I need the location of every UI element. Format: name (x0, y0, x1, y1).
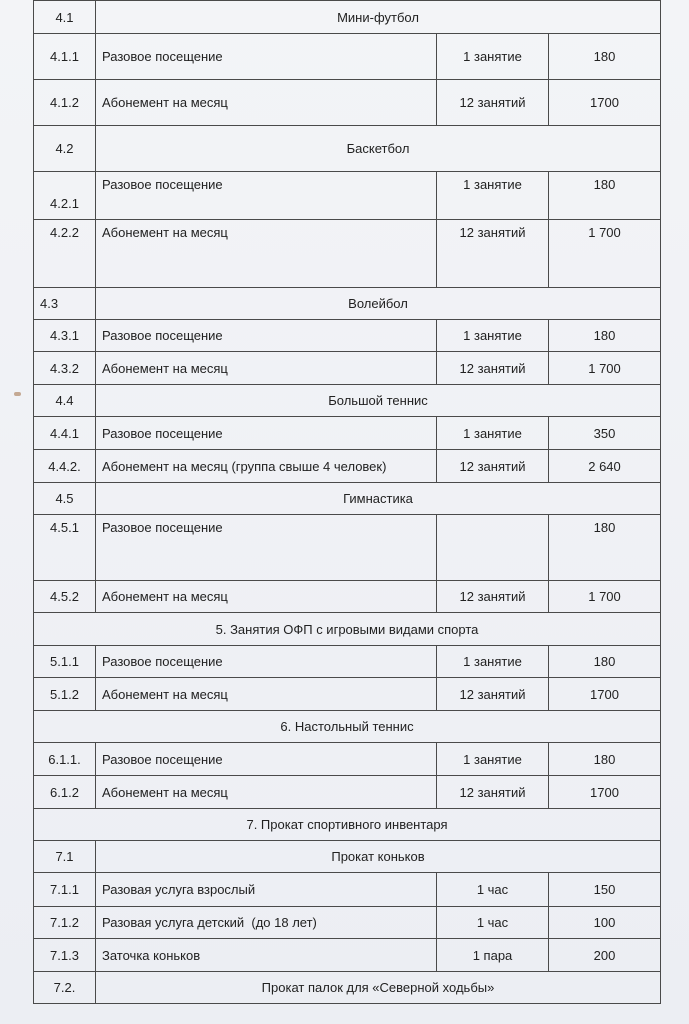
section-row (34, 288, 661, 320)
service-price: 350 (549, 417, 661, 450)
service-unit: 1 занятие (437, 34, 549, 80)
table-row (34, 646, 661, 678)
section-row (34, 126, 661, 172)
row-number: 4.1 (34, 1, 96, 34)
service-name: Разовая услуга детский (до 18 лет) (96, 907, 437, 939)
row-number: 6.1.1. (34, 743, 96, 776)
service-price: 1 700 (549, 352, 661, 385)
category-heading: 5. Занятия ОФП с игровыми видами спорта (34, 613, 661, 646)
category-heading: 6. Настольный теннис (34, 711, 661, 743)
service-name: Разовое посещение (96, 646, 437, 678)
table-row (34, 939, 661, 972)
service-price: 1 700 (549, 220, 661, 288)
service-price: 1700 (549, 80, 661, 126)
heading-row (34, 809, 661, 841)
service-price: 180 (549, 646, 661, 678)
paper-stain (14, 392, 21, 396)
service-unit: 12 занятий (437, 678, 549, 711)
row-number: 4.2 (34, 126, 96, 172)
row-number: 4.5.2 (34, 581, 96, 613)
service-unit: 12 занятий (437, 450, 549, 483)
table-row (34, 34, 661, 80)
row-number: 5.1.2 (34, 678, 96, 711)
service-price: 180 (549, 172, 661, 220)
service-price: 100 (549, 907, 661, 939)
service-price: 1700 (549, 678, 661, 711)
row-number: 4.3.1 (34, 320, 96, 352)
table-row (34, 320, 661, 352)
table-row (34, 172, 661, 220)
service-name: Заточка коньков (96, 939, 437, 972)
row-number: 4.5.1 (34, 515, 96, 581)
service-name: Абонемент на месяц (96, 776, 437, 809)
service-price: 180 (549, 743, 661, 776)
service-name: Разовое посещение (96, 417, 437, 450)
service-unit: 1 занятие (437, 743, 549, 776)
row-number: 7.1 (34, 841, 96, 873)
table-row (34, 450, 661, 483)
row-number: 4.1.1 (34, 34, 96, 80)
service-unit: 1 час (437, 873, 549, 907)
service-price: 1700 (549, 776, 661, 809)
service-name: Абонемент на месяц (96, 220, 437, 288)
service-unit (437, 515, 549, 581)
service-price: 1 700 (549, 581, 661, 613)
service-price: 180 (549, 515, 661, 581)
row-number: 5.1.1 (34, 646, 96, 678)
service-name: Разовое посещение (96, 172, 437, 220)
row-number: 4.3.2 (34, 352, 96, 385)
service-name: Абонемент на месяц (96, 678, 437, 711)
service-unit: 1 занятие (437, 172, 549, 220)
service-price: 200 (549, 939, 661, 972)
service-unit: 1 занятие (437, 417, 549, 450)
row-number: 6.1.2 (34, 776, 96, 809)
row-number: 7.2. (34, 972, 96, 1004)
section-row (34, 841, 661, 873)
service-unit: 1 занятие (437, 320, 549, 352)
table-row (34, 220, 661, 288)
service-price: 180 (549, 34, 661, 80)
table-row (34, 873, 661, 907)
service-name: Разовое посещение (96, 320, 437, 352)
row-number: 7.1.1 (34, 873, 96, 907)
row-number: 4.1.2 (34, 80, 96, 126)
section-title: Прокат коньков (96, 841, 661, 873)
row-number: 4.4 (34, 385, 96, 417)
section-row (34, 483, 661, 515)
table-row (34, 907, 661, 939)
section-title: Большой теннис (96, 385, 661, 417)
price-table (33, 0, 661, 1004)
service-name: Разовая услуга взрослый (96, 873, 437, 907)
service-price: 2 640 (549, 450, 661, 483)
section-row (34, 972, 661, 1004)
row-number: 4.4.1 (34, 417, 96, 450)
service-name: Абонемент на месяц (96, 581, 437, 613)
service-name: Разовое посещение (96, 34, 437, 80)
service-name: Абонемент на месяц (96, 80, 437, 126)
section-title: Волейбол (96, 288, 661, 320)
service-name: Абонемент на месяц (группа свыше 4 человек) (96, 450, 437, 483)
service-name: Разовое посещение (96, 743, 437, 776)
table-row (34, 417, 661, 450)
service-unit: 1 занятие (437, 646, 549, 678)
section-title: Гимнастика (96, 483, 661, 515)
table-row (34, 776, 661, 809)
table-row (34, 678, 661, 711)
heading-row (34, 613, 661, 646)
row-number: 4.2.2 (34, 220, 96, 288)
section-row (34, 385, 661, 417)
row-number: 4.2.1 (34, 172, 96, 220)
category-heading: 7. Прокат спортивного инвентаря (34, 809, 661, 841)
service-unit: 12 занятий (437, 776, 549, 809)
table-row (34, 352, 661, 385)
section-title: Прокат палок для «Северной ходьбы» (96, 972, 661, 1004)
service-price: 180 (549, 320, 661, 352)
row-number: 4.4.2. (34, 450, 96, 483)
row-number: 4.3 (34, 288, 96, 320)
row-number: 7.1.2 (34, 907, 96, 939)
service-price: 150 (549, 873, 661, 907)
table-row (34, 581, 661, 613)
service-unit: 12 занятий (437, 80, 549, 126)
table-row (34, 743, 661, 776)
table-row (34, 515, 661, 581)
row-number: 4.5 (34, 483, 96, 515)
section-title: Баскетбол (96, 126, 661, 172)
service-unit: 12 занятий (437, 352, 549, 385)
service-name: Разовое посещение (96, 515, 437, 581)
service-unit: 12 занятий (437, 581, 549, 613)
heading-row (34, 711, 661, 743)
table-row (34, 80, 661, 126)
service-unit: 1 пара (437, 939, 549, 972)
service-unit: 12 занятий (437, 220, 549, 288)
row-number: 7.1.3 (34, 939, 96, 972)
service-name: Абонемент на месяц (96, 352, 437, 385)
service-unit: 1 час (437, 907, 549, 939)
section-title: Мини-футбол (96, 1, 661, 34)
section-row (34, 1, 661, 34)
